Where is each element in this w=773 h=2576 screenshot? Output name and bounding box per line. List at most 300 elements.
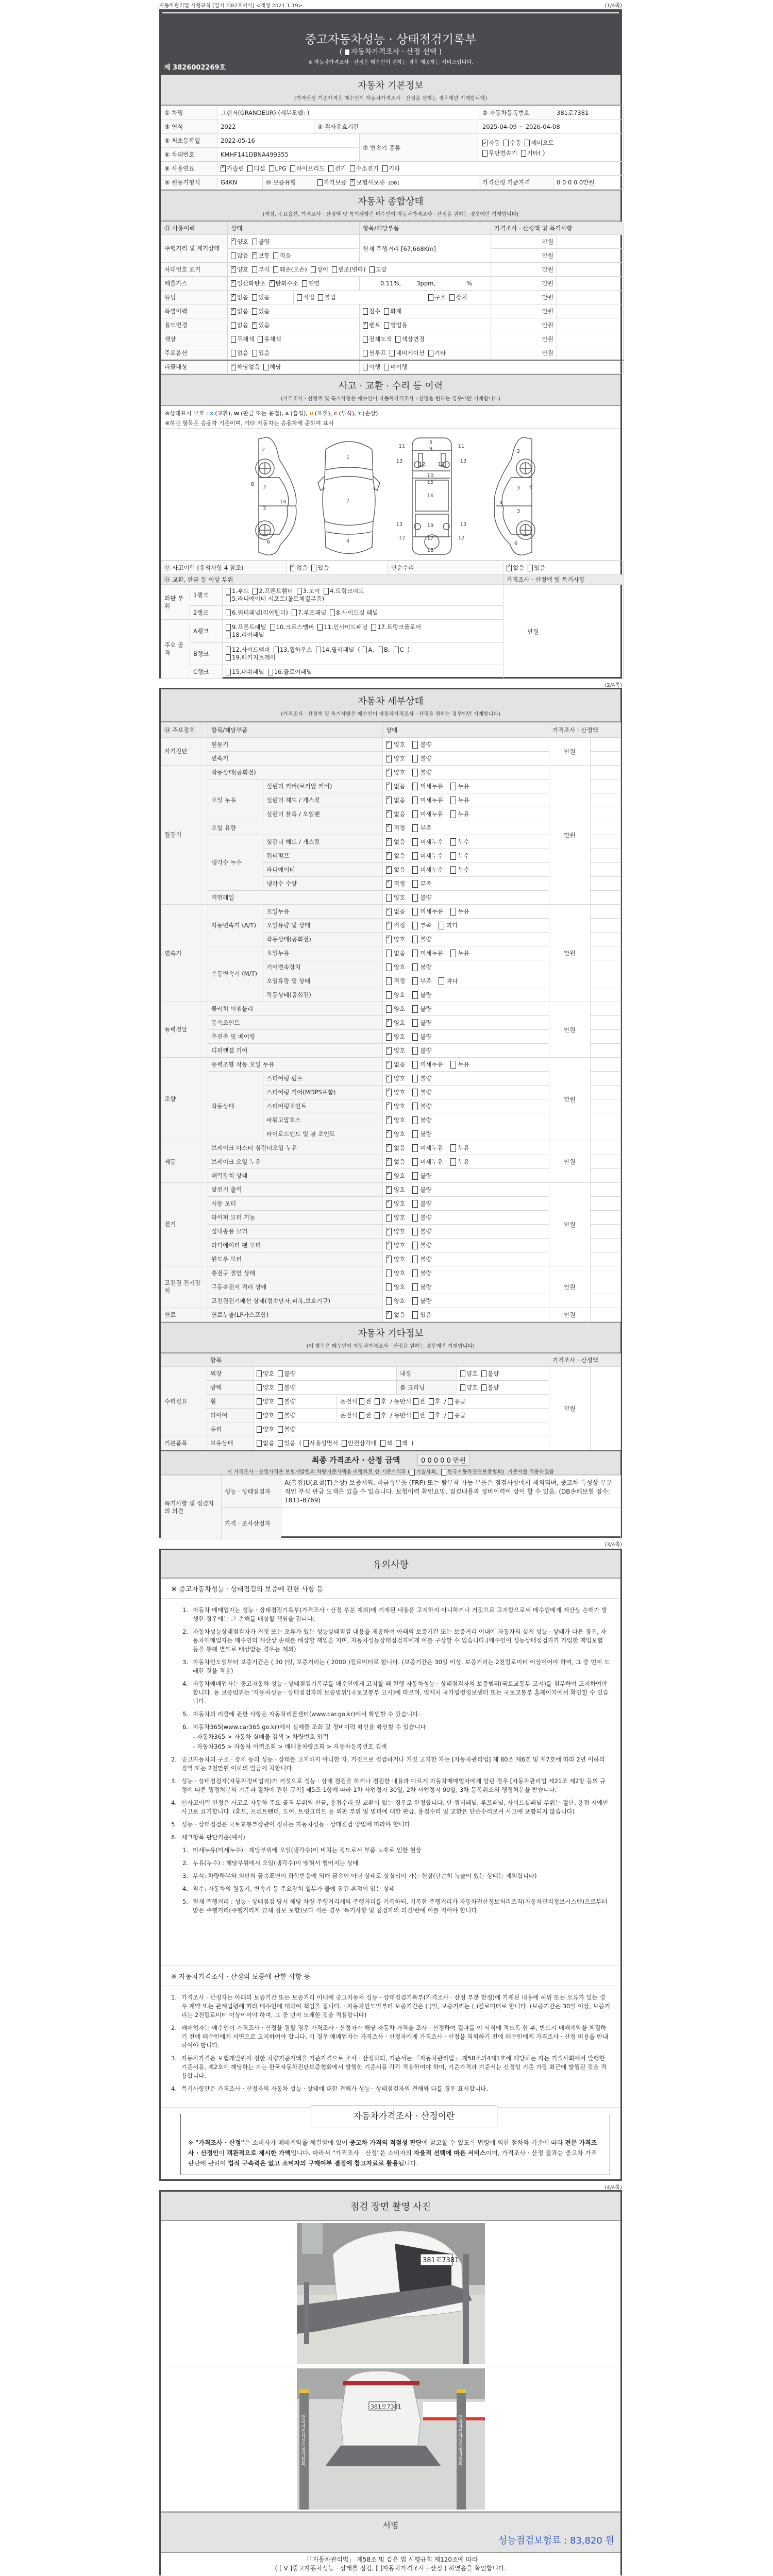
checkbox-checked[interactable] — [386, 852, 392, 860]
checkbox[interactable] — [450, 810, 456, 818]
checkbox-option[interactable] — [428, 349, 446, 357]
checkbox[interactable] — [412, 852, 418, 860]
checkbox-option[interactable] — [278, 1383, 295, 1392]
checkbox[interactable] — [252, 308, 257, 315]
checkbox-option[interactable] — [412, 935, 431, 943]
checkbox[interactable] — [318, 294, 323, 301]
checkbox-option[interactable] — [375, 1411, 386, 1419]
checkbox-checked[interactable] — [290, 565, 295, 571]
checkbox-checked[interactable] — [252, 252, 257, 259]
checkbox-option[interactable] — [386, 1311, 405, 1319]
checkbox[interactable] — [270, 624, 275, 631]
checkbox[interactable] — [412, 963, 418, 971]
checkbox[interactable] — [450, 1158, 456, 1166]
checkbox-option[interactable] — [226, 587, 249, 595]
checkbox[interactable] — [450, 796, 456, 804]
checkbox-option[interactable] — [369, 265, 387, 274]
checkbox[interactable] — [450, 852, 456, 860]
checkbox-option[interactable] — [324, 587, 364, 595]
checkbox-option[interactable] — [384, 363, 407, 371]
checkbox[interactable] — [412, 1116, 418, 1124]
checkbox-option[interactable] — [231, 238, 248, 246]
checkbox-option[interactable] — [386, 782, 405, 790]
checkbox-option[interactable] — [439, 921, 458, 929]
checkbox-checked[interactable] — [386, 1242, 392, 1249]
checkbox-checked[interactable] — [231, 239, 236, 245]
price-note[interactable] — [591, 849, 621, 863]
price-note[interactable] — [591, 1072, 621, 1086]
checkbox[interactable] — [412, 991, 418, 999]
checkbox[interactable] — [292, 609, 297, 616]
checkbox-option[interactable] — [290, 164, 325, 173]
checkbox-option[interactable] — [412, 991, 431, 999]
checkbox-option[interactable] — [412, 1255, 431, 1263]
checkbox[interactable] — [311, 565, 316, 571]
checkbox[interactable] — [412, 1200, 418, 1208]
checkbox-option[interactable] — [386, 879, 405, 888]
checkbox[interactable] — [268, 669, 273, 675]
checkbox-option[interactable] — [363, 363, 380, 371]
checkbox-option[interactable] — [412, 810, 443, 818]
checkbox-option[interactable] — [386, 796, 405, 804]
checkbox-checked[interactable] — [386, 755, 392, 762]
checkbox-option[interactable] — [297, 587, 320, 595]
checkbox-checked[interactable] — [482, 140, 488, 146]
checkbox-option[interactable] — [384, 307, 401, 315]
price-note[interactable] — [591, 793, 621, 807]
checkbox-option[interactable] — [231, 321, 248, 329]
checkbox[interactable] — [412, 783, 418, 790]
price-note[interactable] — [591, 1239, 621, 1252]
checkbox-option[interactable] — [412, 824, 431, 832]
price-note[interactable] — [591, 821, 621, 835]
checkbox-option[interactable] — [231, 307, 248, 315]
price-note[interactable] — [557, 346, 624, 360]
checkbox[interactable] — [253, 588, 258, 595]
checkbox[interactable] — [450, 1144, 456, 1152]
checkbox-option[interactable] — [257, 1411, 274, 1419]
checkbox-option[interactable] — [386, 1130, 405, 1138]
checkbox[interactable] — [412, 1256, 418, 1263]
checkbox-option[interactable] — [412, 893, 431, 902]
price-note[interactable] — [591, 1113, 621, 1127]
checkbox-option[interactable] — [386, 1172, 405, 1180]
checkbox[interactable] — [369, 266, 375, 273]
checkbox-option[interactable] — [273, 265, 307, 274]
checkbox[interactable] — [450, 866, 456, 874]
checkbox-option[interactable] — [386, 921, 405, 929]
price-note[interactable] — [557, 318, 624, 332]
checkbox[interactable] — [412, 1172, 418, 1180]
checkbox-option[interactable] — [386, 838, 405, 846]
checkbox-option[interactable] — [247, 164, 265, 173]
checkbox[interactable] — [274, 647, 279, 653]
checkbox-option[interactable] — [378, 646, 390, 654]
checkbox[interactable] — [252, 266, 257, 273]
checkbox-checked[interactable] — [386, 1256, 392, 1263]
checkbox-option[interactable] — [363, 349, 386, 357]
checkbox-option[interactable] — [410, 1467, 438, 1476]
checkbox-option[interactable] — [252, 238, 270, 246]
checkbox-option[interactable] — [231, 293, 248, 301]
checkbox-checked[interactable] — [386, 1116, 392, 1124]
checkbox-checked[interactable] — [386, 783, 392, 790]
price-note[interactable] — [591, 1058, 621, 1072]
price-note[interactable] — [591, 1225, 621, 1239]
checkbox-option[interactable] — [328, 164, 346, 173]
checkbox-option[interactable] — [386, 1255, 405, 1263]
price-note[interactable] — [591, 1016, 621, 1030]
checkbox[interactable] — [328, 165, 333, 172]
checkbox[interactable] — [302, 280, 307, 287]
checkbox[interactable] — [412, 1089, 418, 1096]
checkbox[interactable] — [363, 336, 368, 343]
checkbox-option[interactable] — [450, 796, 469, 804]
checkbox[interactable] — [257, 1370, 262, 1377]
checkbox[interactable] — [412, 1297, 418, 1305]
checkbox-option[interactable] — [278, 1397, 295, 1405]
checkbox-option[interactable] — [386, 866, 405, 874]
checkbox[interactable] — [371, 624, 376, 631]
checkbox[interactable] — [375, 1412, 380, 1419]
checkbox-option[interactable] — [386, 1213, 405, 1222]
checkbox-checked[interactable] — [386, 1075, 392, 1082]
checkbox[interactable] — [278, 1398, 283, 1405]
checkbox[interactable] — [231, 350, 236, 357]
checkbox[interactable] — [273, 266, 278, 273]
checkbox[interactable] — [273, 252, 278, 259]
price-note[interactable] — [591, 1266, 621, 1280]
checkbox-checked[interactable] — [270, 280, 275, 287]
checkbox[interactable] — [226, 669, 231, 675]
checkbox[interactable] — [439, 922, 444, 929]
checkbox[interactable] — [412, 1019, 418, 1027]
checkbox-option[interactable] — [412, 1088, 431, 1096]
checkbox-checked[interactable] — [350, 179, 355, 186]
checkbox-option[interactable] — [412, 949, 443, 957]
checkbox[interactable] — [384, 322, 389, 329]
checkbox[interactable] — [311, 266, 316, 273]
checkbox[interactable] — [460, 1370, 465, 1377]
checkbox-option[interactable] — [311, 564, 329, 572]
checkbox-option[interactable] — [450, 810, 469, 818]
checkbox-checked[interactable] — [386, 1089, 392, 1096]
checkbox-option[interactable] — [386, 1144, 405, 1152]
checkbox-option[interactable] — [412, 1172, 431, 1180]
checkbox[interactable] — [278, 1384, 283, 1391]
checkbox[interactable] — [386, 977, 392, 985]
price-note[interactable] — [557, 263, 624, 277]
checkbox[interactable] — [316, 647, 321, 653]
price-note[interactable] — [591, 863, 621, 877]
checkbox[interactable] — [231, 322, 236, 329]
checkbox-option[interactable] — [386, 1199, 405, 1208]
checkbox[interactable] — [386, 963, 392, 971]
checkbox-option[interactable] — [396, 1439, 408, 1447]
checkbox[interactable] — [257, 1384, 262, 1391]
checkbox[interactable] — [412, 922, 418, 929]
price-note[interactable] — [563, 585, 624, 679]
checkbox[interactable] — [428, 350, 433, 357]
checkbox[interactable] — [441, 1469, 446, 1476]
checkbox[interactable] — [450, 908, 456, 916]
checkbox-option[interactable] — [386, 824, 405, 832]
checkbox[interactable] — [412, 936, 418, 943]
checkbox[interactable] — [450, 950, 456, 957]
checkbox[interactable] — [412, 950, 418, 957]
checkbox[interactable] — [330, 609, 335, 616]
checkbox[interactable] — [503, 140, 509, 146]
checkbox-option[interactable] — [412, 782, 443, 790]
price-note[interactable] — [591, 877, 621, 891]
price-note[interactable] — [557, 291, 624, 304]
checkbox-option[interactable] — [332, 265, 365, 274]
checkbox[interactable] — [412, 741, 418, 749]
checkbox[interactable] — [363, 364, 368, 370]
checkbox[interactable] — [317, 179, 323, 186]
checkbox[interactable] — [386, 1005, 392, 1013]
checkbox[interactable] — [412, 810, 418, 818]
checkbox-option[interactable] — [386, 1297, 405, 1305]
checkbox[interactable] — [226, 654, 231, 661]
price-note[interactable] — [591, 891, 621, 905]
checkbox[interactable] — [386, 894, 392, 902]
checkbox-option[interactable] — [375, 1397, 386, 1405]
checkbox[interactable] — [375, 1398, 380, 1405]
checkbox-option[interactable] — [311, 265, 328, 274]
checkbox-checked[interactable] — [386, 1311, 392, 1319]
checkbox-checked[interactable] — [386, 741, 392, 749]
checkbox-checked[interactable] — [386, 1158, 392, 1166]
checkbox-checked[interactable] — [386, 866, 392, 874]
checkbox-option[interactable] — [269, 165, 287, 172]
checkbox-option[interactable] — [330, 608, 378, 617]
checkbox[interactable] — [412, 796, 418, 804]
checkbox-option[interactable] — [386, 907, 405, 916]
checkbox[interactable] — [449, 294, 455, 301]
checkbox[interactable] — [412, 908, 418, 916]
checkbox-checked[interactable] — [386, 1047, 392, 1055]
checkbox-checked[interactable] — [386, 838, 392, 846]
price-note[interactable] — [591, 1141, 621, 1155]
checkbox[interactable] — [528, 565, 533, 571]
checkbox-option[interactable] — [450, 1060, 469, 1069]
checkbox-option[interactable] — [412, 1213, 431, 1222]
checkbox-option[interactable] — [386, 1269, 405, 1277]
checkbox-option[interactable] — [252, 307, 270, 315]
checkbox-option[interactable] — [386, 1185, 405, 1194]
checkbox-checked[interactable] — [386, 1200, 392, 1208]
checkbox[interactable] — [413, 1398, 418, 1405]
checkbox[interactable] — [390, 350, 395, 357]
checkbox-option[interactable] — [371, 623, 421, 631]
checkbox-option[interactable] — [412, 1005, 431, 1013]
checkbox-option[interactable] — [507, 564, 524, 572]
checkbox[interactable] — [231, 252, 236, 259]
checkbox-checked[interactable] — [231, 280, 236, 287]
checkbox[interactable] — [324, 588, 329, 595]
checkbox-option[interactable] — [317, 623, 367, 631]
checkbox[interactable] — [412, 1005, 418, 1013]
checkbox-option[interactable] — [278, 1411, 295, 1419]
checkbox-option[interactable] — [386, 1241, 405, 1249]
checkbox-option[interactable] — [386, 1283, 405, 1291]
checkbox-option[interactable] — [270, 279, 298, 287]
checkbox-option[interactable] — [302, 279, 320, 287]
price-note[interactable] — [557, 277, 624, 291]
checkbox-option[interactable] — [503, 138, 521, 148]
checkbox-option[interactable] — [362, 646, 374, 654]
checkbox-option[interactable] — [412, 907, 443, 916]
checkbox-option[interactable] — [528, 564, 545, 572]
checkbox-option[interactable] — [413, 1397, 425, 1405]
checkbox[interactable] — [252, 294, 257, 301]
checkbox[interactable] — [226, 596, 231, 602]
price-note[interactable] — [591, 752, 621, 766]
checkbox[interactable] — [429, 1398, 434, 1405]
checkbox-option[interactable] — [429, 1411, 441, 1419]
checkbox[interactable] — [226, 647, 231, 653]
checkbox-checked[interactable] — [386, 936, 392, 943]
checkbox[interactable] — [412, 1130, 418, 1138]
checkbox-option[interactable] — [386, 1060, 405, 1069]
price-note[interactable] — [591, 807, 621, 821]
checkbox-option[interactable] — [412, 1032, 431, 1041]
checkbox[interactable] — [257, 1412, 262, 1419]
checkbox-option[interactable] — [263, 363, 281, 371]
checkbox-option[interactable] — [412, 1241, 431, 1249]
checkbox-option[interactable] — [390, 349, 425, 357]
checkbox-option[interactable] — [412, 1019, 431, 1027]
checkbox[interactable] — [412, 1158, 418, 1166]
checkbox[interactable] — [278, 1412, 283, 1419]
checkbox[interactable] — [386, 1269, 392, 1277]
checkbox-option[interactable] — [412, 1116, 431, 1124]
checkbox-option[interactable] — [412, 963, 431, 971]
checkbox-option[interactable] — [448, 1397, 465, 1405]
checkbox[interactable] — [359, 1412, 364, 1419]
checkbox[interactable] — [429, 1412, 434, 1419]
checkbox[interactable] — [410, 1469, 415, 1476]
checkbox[interactable] — [252, 239, 257, 245]
checkbox[interactable] — [386, 991, 392, 999]
checkbox-option[interactable] — [252, 251, 270, 260]
checkbox-option[interactable] — [395, 335, 424, 343]
price-note[interactable] — [591, 1252, 621, 1266]
checkbox-option[interactable] — [270, 623, 314, 631]
price-note[interactable] — [557, 249, 624, 263]
checkbox-option[interactable] — [450, 1144, 469, 1152]
price-note[interactable] — [557, 332, 624, 346]
checkbox-checked[interactable] — [231, 266, 236, 273]
price-note[interactable] — [591, 1127, 621, 1141]
checkbox[interactable] — [412, 977, 418, 985]
checkbox-option[interactable] — [268, 668, 312, 676]
checkbox[interactable] — [412, 824, 418, 832]
checkbox-option[interactable] — [380, 1439, 392, 1447]
checkbox-option[interactable] — [386, 949, 405, 957]
checkbox[interactable] — [278, 1370, 283, 1377]
checkbox-option[interactable] — [450, 949, 469, 957]
checkbox-option[interactable] — [412, 977, 431, 985]
checkbox-option[interactable] — [412, 866, 443, 874]
price-note[interactable] — [591, 974, 621, 988]
checkbox-checked[interactable] — [386, 1144, 392, 1152]
checkbox-option[interactable] — [252, 293, 270, 301]
checkbox[interactable] — [412, 1033, 418, 1041]
checkbox[interactable] — [412, 894, 418, 902]
appraiser-opinion[interactable] — [281, 1508, 621, 1539]
checkbox-option[interactable] — [363, 335, 392, 343]
checkbox[interactable] — [363, 350, 368, 357]
checkbox-option[interactable] — [226, 595, 324, 603]
price-note[interactable] — [591, 1294, 621, 1308]
checkbox-option[interactable] — [386, 754, 405, 762]
price-note[interactable] — [591, 1169, 621, 1183]
checkbox[interactable] — [412, 1311, 418, 1319]
checkbox-option[interactable] — [278, 1425, 295, 1433]
checkbox-option[interactable] — [252, 349, 270, 357]
checkbox[interactable] — [428, 294, 433, 301]
checkbox-checked[interactable] — [386, 908, 392, 916]
checkbox-checked[interactable] — [252, 322, 257, 329]
checkbox-option[interactable] — [460, 1369, 478, 1378]
price-note[interactable] — [591, 1155, 621, 1169]
checkbox[interactable] — [412, 1061, 418, 1069]
checkbox[interactable] — [450, 838, 456, 846]
checkbox-option[interactable] — [317, 178, 346, 187]
checkbox-option[interactable] — [231, 265, 248, 274]
checkbox[interactable] — [257, 1398, 262, 1405]
checkbox-option[interactable] — [257, 1383, 274, 1392]
checkbox[interactable] — [226, 632, 231, 638]
checkbox-option[interactable] — [350, 178, 385, 187]
checkbox-option[interactable] — [386, 810, 405, 818]
checkbox[interactable] — [412, 755, 418, 762]
checkbox[interactable] — [332, 266, 337, 273]
price-note[interactable] — [591, 766, 621, 779]
checkbox-option[interactable] — [450, 1158, 469, 1166]
price-note[interactable] — [591, 1099, 621, 1113]
price-note[interactable] — [591, 946, 621, 960]
checkbox-option[interactable] — [318, 293, 335, 301]
checkbox-option[interactable] — [448, 1411, 465, 1419]
checkbox-option[interactable] — [441, 1467, 504, 1476]
price-note[interactable] — [591, 1308, 621, 1322]
price-note[interactable] — [591, 1280, 621, 1294]
checkbox-option[interactable] — [382, 164, 400, 173]
checkbox-checked[interactable] — [386, 1033, 392, 1041]
checkbox[interactable] — [396, 1440, 401, 1447]
checkbox-option[interactable] — [412, 879, 431, 888]
checkbox-option[interactable] — [412, 1297, 431, 1305]
price-note[interactable] — [591, 738, 621, 752]
checkbox[interactable] — [448, 1412, 453, 1419]
checkbox-option[interactable] — [412, 1074, 431, 1082]
checkbox-checked[interactable] — [386, 1019, 392, 1027]
checkbox[interactable] — [304, 1440, 309, 1447]
checkbox-option[interactable] — [412, 852, 443, 860]
price-note[interactable] — [591, 960, 621, 974]
checkbox[interactable] — [521, 150, 526, 157]
checkbox-option[interactable] — [304, 1439, 339, 1447]
checkbox-checked[interactable] — [386, 810, 392, 818]
checkbox-option[interactable] — [386, 1227, 405, 1235]
checkbox-option[interactable] — [253, 587, 293, 595]
checkbox-option[interactable] — [292, 608, 326, 617]
price-note[interactable] — [591, 905, 621, 919]
checkbox[interactable] — [362, 647, 367, 653]
